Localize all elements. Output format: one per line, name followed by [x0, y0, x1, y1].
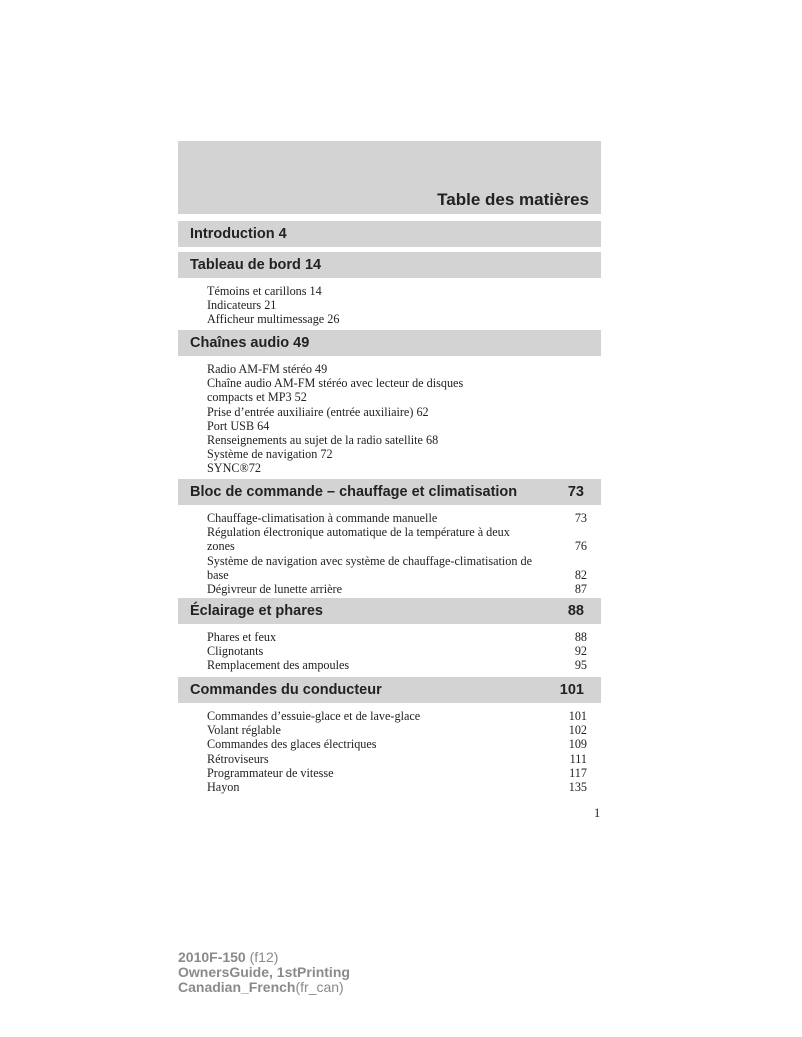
item-page: 92: [574, 644, 587, 659]
section-page: 101: [559, 682, 584, 698]
item-title: Dégivreur de lunette arrière: [207, 582, 343, 597]
item-page: 88: [574, 630, 587, 644]
section-title: Bloc de commande – chauffage et climatisation: [190, 484, 518, 500]
section-title: Tableau de bord 14: [190, 257, 322, 273]
item-page: 95: [574, 658, 587, 673]
item-title: Volant réglable: [207, 723, 281, 738]
list-item[interactable]: [207, 780, 587, 794]
item-page: 109: [568, 737, 587, 752]
list-item[interactable]: [207, 644, 587, 658]
list-item[interactable]: [207, 298, 587, 312]
toc-section: [178, 598, 601, 673]
item-title: Système de navigation avec système de chauffage-climatisation de base: [207, 553, 532, 582]
section-title: Chaînes audio 49: [190, 335, 310, 351]
toc-section: [178, 677, 601, 794]
section-page: 88: [567, 603, 584, 619]
item-page: 111: [569, 751, 587, 766]
list-item[interactable]: [207, 376, 587, 404]
item-page: 87: [574, 582, 587, 597]
toc-section: [178, 330, 601, 476]
list-item[interactable]: [207, 752, 587, 766]
item-title: Radio AM-FM stéréo 49: [207, 362, 328, 376]
page-title: Table des matières: [437, 190, 589, 209]
toc-section: [178, 221, 601, 247]
list-item[interactable]: [207, 362, 587, 376]
item-title: Phares et feux: [207, 630, 277, 644]
footer-guide: OwnersGuide, 1stPrinting: [178, 964, 350, 980]
list-item[interactable]: [207, 582, 587, 596]
list-item[interactable]: [207, 723, 587, 737]
item-title: Système de navigation 72: [207, 447, 333, 462]
section-items: [178, 703, 601, 794]
section-heading[interactable]: [178, 479, 601, 505]
item-page: 73: [574, 511, 587, 525]
page-number: 1: [594, 806, 601, 820]
item-title: Commandes d’essuie-glace et de lave-glace: [207, 709, 421, 723]
section-items: [178, 356, 601, 476]
footer-language: Canadian_French: [178, 979, 296, 995]
item-title: Afficheur multimessage 26: [207, 312, 340, 327]
item-title: Commandes des glaces électriques: [207, 737, 377, 752]
item-title: Remplacement des ampoules: [207, 658, 350, 673]
list-item[interactable]: [207, 630, 587, 644]
item-title: Indicateurs 21: [207, 298, 277, 313]
item-title: Prise d’entrée auxiliaire (entrée auxiliaire) 62: [207, 404, 429, 419]
list-item[interactable]: [207, 447, 587, 461]
section-heading[interactable]: [178, 252, 601, 278]
section-items: [178, 624, 601, 673]
section-title: Commandes du conducteur: [190, 682, 382, 698]
item-title: Rétroviseurs: [207, 751, 269, 766]
toc-section: [178, 479, 601, 596]
footer-locale: (fr_can): [295, 979, 344, 995]
item-page: 117: [569, 765, 587, 780]
section-heading[interactable]: [178, 677, 601, 703]
section-page: 73: [567, 484, 584, 500]
toc-section: [178, 252, 601, 327]
item-page: 102: [568, 723, 587, 738]
list-item[interactable]: [207, 284, 587, 298]
section-items: [178, 278, 601, 327]
item-title: Programmateur de vitesse: [207, 765, 334, 780]
item-title: Port USB 64: [207, 418, 270, 433]
section-items: [178, 505, 601, 596]
list-item[interactable]: [207, 766, 587, 780]
list-item[interactable]: [207, 709, 587, 723]
section-title: Introduction 4: [190, 226, 287, 242]
list-item[interactable]: [207, 419, 587, 433]
item-title: Hayon: [207, 780, 240, 795]
item-title: Chauffage-climatisation à commande manuelle: [207, 511, 438, 525]
item-page: 135: [568, 780, 587, 795]
item-page: 82: [574, 567, 587, 582]
footer: [178, 950, 350, 995]
list-item[interactable]: [207, 658, 587, 672]
section-heading[interactable]: [178, 598, 601, 624]
section-title: Éclairage et phares: [190, 603, 323, 619]
list-item[interactable]: [207, 511, 587, 525]
page-header: [178, 141, 601, 214]
item-page: 76: [574, 539, 587, 554]
item-title: Régulation électronique automatique de la température à deux zones: [207, 525, 510, 554]
item-title: SYNC®72: [207, 461, 261, 476]
list-item[interactable]: [207, 405, 587, 419]
item-title: Chaîne audio AM-FM stéréo avec lecteur de disques compacts et MP3 52: [207, 376, 464, 405]
section-heading[interactable]: [178, 221, 601, 247]
list-item[interactable]: [207, 461, 587, 475]
list-item[interactable]: [207, 433, 587, 447]
item-title: Renseignements au sujet de la radio satellite 68: [207, 433, 439, 448]
list-item[interactable]: [207, 525, 587, 553]
footer-code: (f12): [245, 949, 279, 965]
item-title: Clignotants: [207, 644, 264, 659]
list-item[interactable]: [207, 554, 587, 582]
list-item[interactable]: [207, 312, 587, 326]
item-title: Témoins et carillons 14: [207, 284, 322, 298]
item-page: 101: [568, 709, 587, 723]
section-heading[interactable]: [178, 330, 601, 356]
list-item[interactable]: [207, 737, 587, 751]
footer-model: 2010F-150: [178, 949, 246, 965]
